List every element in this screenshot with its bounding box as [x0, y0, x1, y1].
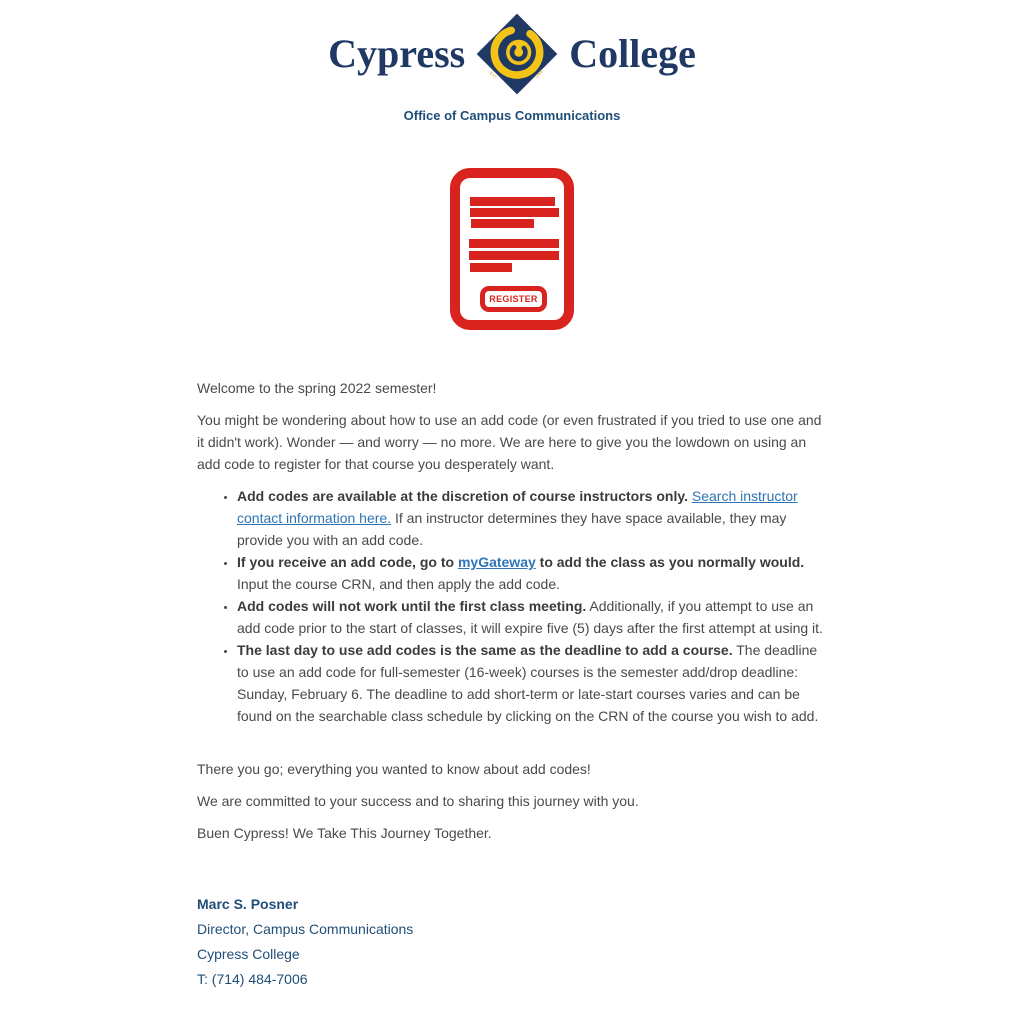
mygateway-link[interactable]: myGateway	[457, 554, 536, 570]
brand-word-cypress: Cypress	[328, 31, 466, 76]
logo-est-text: EST.	[488, 70, 499, 81]
doc-text-bar	[470, 197, 555, 206]
bullet3-rest-text: Additionally, if you attempt to use an add code prior to the start of classes, it will expire five (5) days after the first attempt at using it.	[237, 598, 823, 636]
bullet4-rest-text: The deadline to use an add code for full-semester (16-week) courses is the semester add/drop deadline: Sunday, February 6. The deadline to add short-term or late-start courses varies and can be found on the searchable class schedule by clicking on the CRN of the course you wish to add.	[237, 642, 819, 724]
email-body	[197, 377, 829, 987]
signature-block	[197, 896, 829, 987]
doc-text-bar	[470, 263, 512, 272]
bullet-first-class-meeting	[237, 595, 829, 639]
doc-text-bar	[470, 208, 559, 217]
cypress-diamond-swirl-icon	[475, 12, 559, 96]
paragraph-buen-cypress: Buen Cypress! We Take This Journey Together.	[197, 825, 492, 841]
register-document-icon	[450, 168, 574, 330]
doc-text-bar	[469, 251, 559, 260]
paragraph-there-you-go: There you go; everything you wanted to know about add codes!	[197, 761, 591, 777]
bullet3-bold-lead: Add codes will not work until the first class meeting.	[237, 598, 587, 614]
paragraph-welcome: Welcome to the spring 2022 semester!	[197, 380, 437, 396]
bullet1-bold-lead: Add codes are available at the discretion of course instructors only.	[237, 488, 688, 504]
bullet-instructor-discretion	[237, 485, 829, 551]
bullet-mygateway	[237, 551, 829, 595]
doc-text-bar	[471, 219, 534, 228]
bullet2-rest-text: Input the course CRN, and then apply the add code.	[237, 576, 560, 592]
header	[0, 0, 1024, 124]
bullet1-rest-text: If an instructor determines they have space available, they may provide you with an add code.	[237, 510, 787, 548]
bullet2-bold-tail: to add the class as you normally would.	[539, 554, 805, 570]
register-badge	[480, 286, 547, 312]
signature-org: Cypress College	[197, 946, 300, 962]
bullet2-bold-lead: If you receive an add code, go to	[237, 554, 455, 570]
search-instructor-contact-link[interactable]: Search instructor contact information here.	[237, 488, 798, 526]
doc-text-bar	[469, 239, 559, 248]
signature-name: Marc S. Posner	[197, 896, 299, 912]
cypress-college-logo	[0, 12, 1024, 96]
signature-phone: T: (714) 484-7006	[197, 971, 308, 987]
logo-year-text: 1966	[533, 68, 544, 80]
register-badge-label: REGISTER	[489, 294, 538, 304]
paragraph-committed: We are committed to your success and to sharing this journey with you.	[197, 793, 639, 809]
bullet-last-day-deadline	[237, 639, 829, 727]
brand-word-college: College	[569, 31, 696, 76]
bullet4-bold-lead: The last day to use add codes is the same as the deadline to add a course.	[237, 642, 733, 658]
office-subtitle: Office of Campus Communications	[403, 108, 621, 123]
signature-title: Director, Campus Communications	[197, 921, 414, 937]
add-code-bullet-list	[197, 485, 829, 727]
paragraph-intro: You might be wondering about how to use an add code (or even frustrated if you tried to use one and it didn't work). Wonder — and worry — no more. We are here to give you the lowdown on using an add code to register for that course you desperately want.	[197, 412, 822, 472]
